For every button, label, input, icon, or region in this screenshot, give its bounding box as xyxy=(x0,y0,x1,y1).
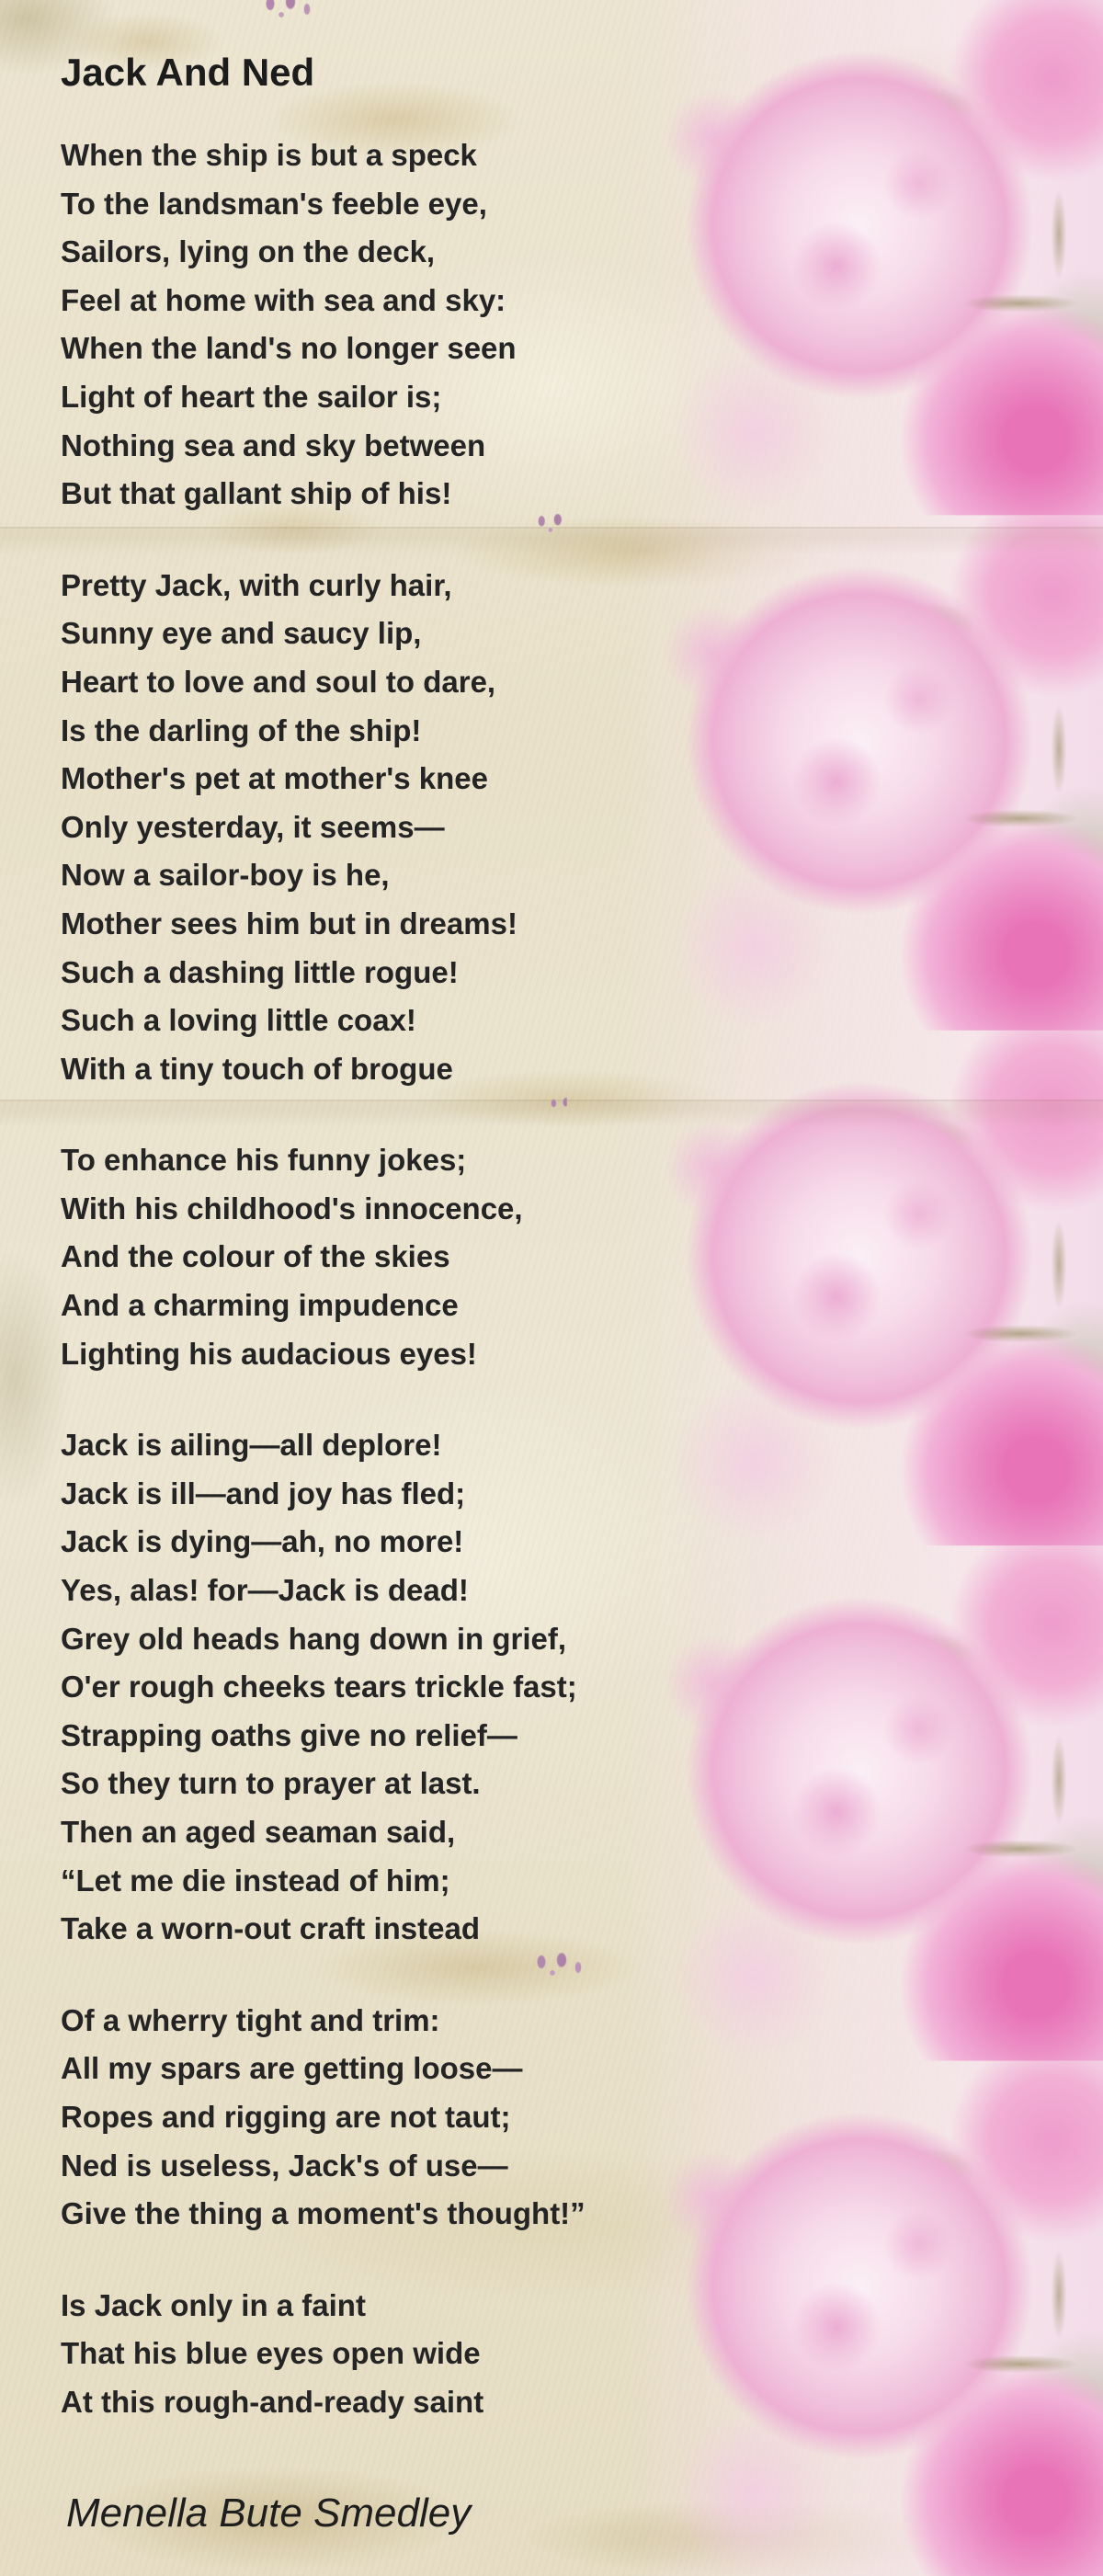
poem-line: Mother's pet at mother's knee xyxy=(61,761,488,796)
poem-line: Grey old heads hang down in grief, xyxy=(61,1621,567,1656)
stanza xyxy=(61,131,704,519)
poem-line: Strapping oaths give no relief— xyxy=(61,1717,517,1752)
poem-line: Is Jack only in a faint xyxy=(61,2287,366,2322)
poem-line: Yes, alas! for—Jack is dead! xyxy=(61,1573,469,1608)
stanza xyxy=(61,1421,704,1954)
poem-line: Of a wherry tight and trim: xyxy=(61,2002,440,2037)
poem-line: Jack is ailing—all deplore! xyxy=(61,1428,442,1463)
poem-line: With a tiny touch of brogue xyxy=(61,1051,453,1086)
poem-line: Sailors, lying on the deck, xyxy=(61,234,436,269)
poem-line: When the ship is but a speck xyxy=(61,138,477,172)
poem-line: Ned is useless, Jack's of use— xyxy=(61,2148,508,2183)
poem-line: With his childhood's innocence, xyxy=(61,1191,523,1225)
poem-line: So they turn to prayer at last. xyxy=(61,1766,481,1801)
poem-line: Jack is dying—ah, no more! xyxy=(61,1524,464,1559)
poem-body xyxy=(61,131,704,2427)
poem-line: But that gallant ship of his! xyxy=(61,476,452,511)
stanza xyxy=(61,562,704,1094)
poem-line: And a charming impudence xyxy=(61,1288,459,1323)
poem-line: Give the thing a moment's thought!” xyxy=(61,2196,586,2231)
poem-line: Pretty Jack, with curly hair, xyxy=(61,567,452,602)
poem-line: Feel at home with sea and sky: xyxy=(61,282,506,317)
poem-line: When the land's no longer seen xyxy=(61,331,517,366)
poem-line: To the landsman's feeble eye, xyxy=(61,186,487,221)
poem-line: To enhance his funny jokes; xyxy=(61,1143,467,1178)
poem-line: Sunny eye and saucy lip, xyxy=(61,616,422,651)
poem-line: Is the darling of the ship! xyxy=(61,712,422,747)
poem-line: Take a worn-out craft instead xyxy=(61,1911,480,1946)
poem-line: Then an aged seaman said, xyxy=(61,1815,456,1849)
stanza xyxy=(61,1136,704,1378)
poem-line: Now a sailor-boy is he, xyxy=(61,858,390,893)
poem-line: Ropes and rigging are not taut; xyxy=(61,2099,511,2134)
poem-line: That his blue eyes open wide xyxy=(61,2336,481,2371)
poem-line: At this rough-and-ready saint xyxy=(61,2384,484,2419)
poem-line: Lighting his audacious eyes! xyxy=(61,1336,477,1371)
poem-line: Heart to love and soul to dare, xyxy=(61,664,496,699)
poem-line: O'er rough cheeks tears trickle fast; xyxy=(61,1670,577,1704)
poem-line: Only yesterday, it seems— xyxy=(61,809,445,844)
poem-line: And the colour of the skies xyxy=(61,1239,450,1274)
poem-line: Such a loving little coax! xyxy=(61,1003,416,1038)
poem-line: Mother sees him but in dreams! xyxy=(61,906,517,940)
poem-title: Jack And Ned xyxy=(61,51,315,94)
poem-author: Menella Bute Smedley xyxy=(66,2490,472,2536)
stanza xyxy=(61,2282,704,2427)
poem-line: Jack is ill—and joy has fled; xyxy=(61,1476,466,1510)
poem-line: Nothing sea and sky between xyxy=(61,427,486,462)
poem-line: All my spars are getting loose— xyxy=(61,2051,523,2086)
poem-line: “Let me die instead of him; xyxy=(61,1863,450,1898)
stanza xyxy=(61,1997,704,2239)
poem-line: Light of heart the sailor is; xyxy=(61,379,442,414)
poem-line: Such a dashing little rogue! xyxy=(61,954,459,989)
